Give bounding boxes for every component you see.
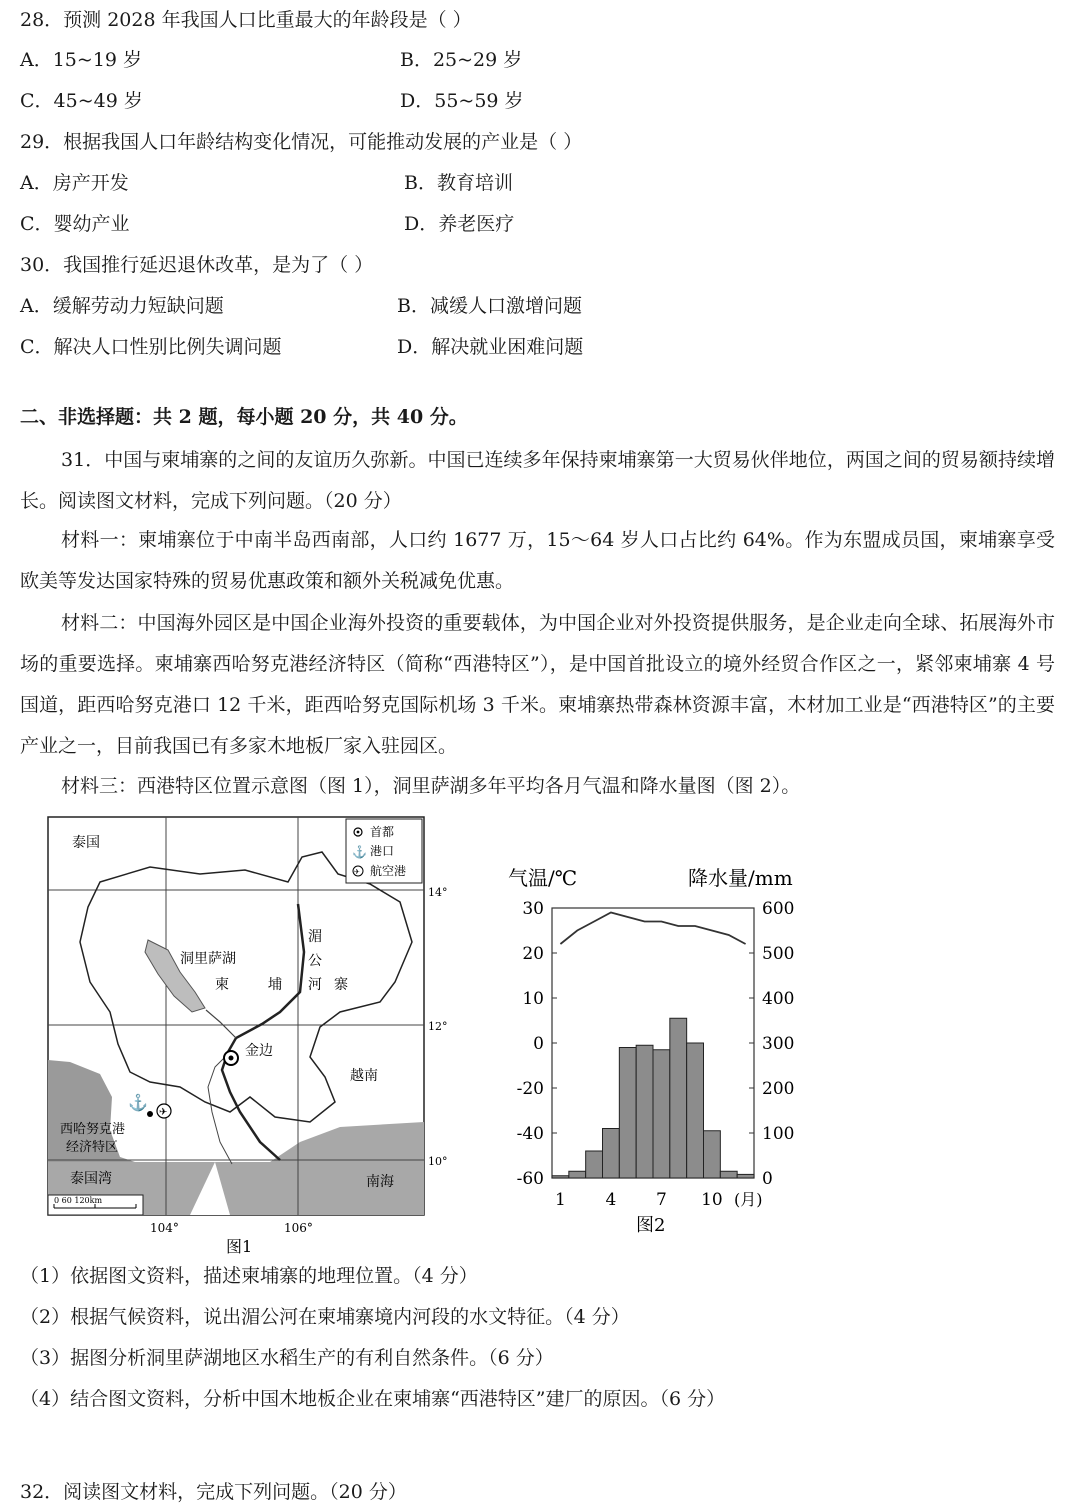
right-tick-label: 0	[762, 1169, 773, 1189]
label-lon-106: 106°	[284, 1221, 313, 1235]
label-lat-14: 14°	[428, 886, 448, 899]
q29-option-d: D．养老医疗	[404, 213, 515, 235]
precip-bar	[737, 1174, 754, 1178]
right-tick-label: 600	[762, 899, 795, 919]
precip-bar	[586, 1151, 603, 1178]
chart-ylabel-right: 降水量/mm	[688, 866, 793, 890]
x-tick-label: 10	[701, 1190, 723, 1210]
label-sez-line-2: 经济特区	[66, 1140, 119, 1155]
label-phnom-penh: 金边	[245, 1043, 273, 1059]
label-tonle-sap: 洞里萨湖	[180, 951, 236, 967]
right-tick-label: 100	[762, 1124, 795, 1144]
airport-plane-icon: ✈	[159, 1107, 168, 1118]
q30-option-a: A．缓解劳动力短缺问题	[20, 295, 224, 317]
label-mekong-3: 河	[308, 977, 322, 993]
legend-port-icon: ⚓	[352, 845, 367, 859]
map-caption: 图1	[226, 1237, 253, 1256]
label-sez-line-1: 西哈努克港	[60, 1122, 126, 1137]
label-vietnam: 越南	[350, 1068, 378, 1084]
right-tick-label: 500	[762, 944, 795, 964]
q31-sub-2: （2）根据气候资料，说出湄公河在柬埔寨境内河段的水文特征。（4 分）	[20, 1306, 630, 1328]
x-tick-label: 7	[656, 1190, 667, 1210]
temperature-line	[560, 913, 745, 945]
q28-stem: 28．预测 2028 年我国人口比重最大的年龄段是（ ）	[20, 9, 472, 31]
label-lon-104: 104°	[150, 1221, 179, 1235]
right-tick-label: 400	[762, 989, 795, 1009]
q31-sub-1: （1）依据图文资料，描述柬埔寨的地理位置。（4 分）	[20, 1265, 478, 1287]
q30-option-b: B．减缓人口激增问题	[397, 295, 582, 317]
left-tick-label: -40	[516, 1124, 544, 1144]
label-lat-12: 12°	[428, 1020, 448, 1033]
q29-option-a: A．房产开发	[20, 172, 129, 194]
chart-x-unit: (月)	[734, 1190, 763, 1209]
label-mekong-1: 湄	[308, 929, 322, 945]
q30-option-c: C．解决人口性别比例失调问题	[20, 336, 282, 358]
left-tick-label: -20	[516, 1079, 544, 1099]
precip-bar	[569, 1171, 586, 1178]
left-tick-label: 30	[522, 899, 544, 919]
q31-material-2: 材料二：中国海外园区是中国企业海外投资的重要载体，为中国企业对外投资提供服务，是企业走向全球、拓展海外市场的重要选择。柬埔寨西哈努克港经济特区（简称“西港特区”），是中国首批设立的境外经贸合作区之一，紧邻柬埔寨 4 号国道，距西哈努克港口 12 千米，距西哈努克国际机场 3 千米。柬埔寨热带森林资源丰富，木材加工业是“西港特区”的主要产业之一，目前我国已有多家木地板厂家入驻园区。	[20, 612, 1055, 757]
q29-option-b: B．教育培训	[404, 172, 513, 194]
label-gulf-of-thailand: 泰国湾	[70, 1171, 112, 1187]
q28-option-b: B．25~29 岁	[400, 49, 523, 71]
svg-text:✈: ✈	[354, 868, 360, 876]
chart-caption: 图2	[636, 1215, 666, 1236]
right-tick-label: 200	[762, 1079, 795, 1099]
label-cambodia-1: 柬	[215, 977, 229, 993]
precip-bar	[720, 1171, 737, 1178]
port-anchor-icon: ⚓	[128, 1093, 148, 1112]
left-tick-label: 0	[533, 1034, 544, 1054]
precip-bar	[636, 1045, 653, 1178]
q29-option-c: C．婴幼产业	[20, 213, 130, 235]
map-figure-1	[40, 812, 460, 1262]
sez-marker	[147, 1111, 153, 1117]
right-tick-label: 300	[762, 1034, 795, 1054]
label-cambodia-2: 埔	[268, 977, 282, 993]
legend-airport-label: 航空港	[370, 864, 407, 878]
x-tick-label: 1	[555, 1190, 566, 1210]
map-scale-label: 0 60 120km	[54, 1196, 103, 1205]
precip-bar	[603, 1129, 620, 1179]
q31-material-1: 材料一：柬埔寨位于中南半岛西南部，人口约 1677 万，15～64 岁人口占比约 64%。作为东盟成员国，柬埔寨享受欧美等发达国家特殊的贸易优惠政策和额外关税减免优惠。	[20, 529, 1055, 592]
q28-option-c: C．45~49 岁	[20, 90, 143, 112]
legend-capital-label: 首都	[370, 825, 395, 839]
label-thailand: 泰国	[72, 835, 100, 851]
precip-bar	[687, 1043, 704, 1178]
chart-ylabel-left: 气温/℃	[508, 866, 578, 890]
label-mekong-4: 寨	[334, 977, 348, 993]
precip-bar	[619, 1048, 636, 1179]
label-lat-10: 10°	[428, 1155, 448, 1168]
q32-intro: 32．阅读图文材料，完成下列问题。（20 分）	[20, 1481, 407, 1503]
legend-port-label: 港口	[370, 844, 395, 858]
q31-sub-3: （3）据图分析洞里萨湖地区水稻生产的有利自然条件。（6 分）	[20, 1347, 554, 1369]
precip-bar	[704, 1131, 721, 1178]
q30-stem: 30．我国推行延迟退休改革，是为了（ ）	[20, 254, 374, 276]
x-tick-label: 4	[605, 1190, 617, 1210]
q28-option-a: A．15~19 岁	[20, 49, 143, 71]
precip-bar	[552, 1176, 569, 1178]
precip-bar	[670, 1018, 687, 1178]
climate-chart-figure-2	[490, 855, 830, 1245]
section-2-title: 二、非选择题：共 2 题，每小题 20 分，共 40 分。	[20, 406, 468, 428]
q28-option-d: D．55~59 岁	[400, 90, 524, 112]
q31-sub-4: （4）结合图文资料，分析中国木地板企业在柬埔寨“西港特区”建厂的原因。（6 分）	[20, 1388, 726, 1410]
q30-option-d: D．解决就业困难问题	[397, 336, 584, 358]
q29-stem: 29．根据我国人口年龄结构变化情况，可能推动发展的产业是（ ）	[20, 131, 583, 153]
left-tick-label: 20	[522, 944, 544, 964]
left-tick-label: 10	[522, 989, 544, 1009]
q31-intro: 31．中国与柬埔寨的之间的友谊历久弥新。中国已连续多年保持柬埔寨第一大贸易伙伴地位，两国之间的贸易额持续增长。阅读图文材料，完成下列问题。（20 分）	[20, 449, 1055, 512]
label-south-sea: 南海	[366, 1174, 394, 1190]
q31-material-3: 材料三：西港特区位置示意图（图 1），洞里萨湖多年平均各月气温和降水量图（图 2）。	[61, 775, 801, 797]
left-tick-label: -60	[516, 1169, 544, 1189]
precip-bar	[653, 1050, 670, 1178]
label-mekong-2: 公	[308, 953, 322, 969]
